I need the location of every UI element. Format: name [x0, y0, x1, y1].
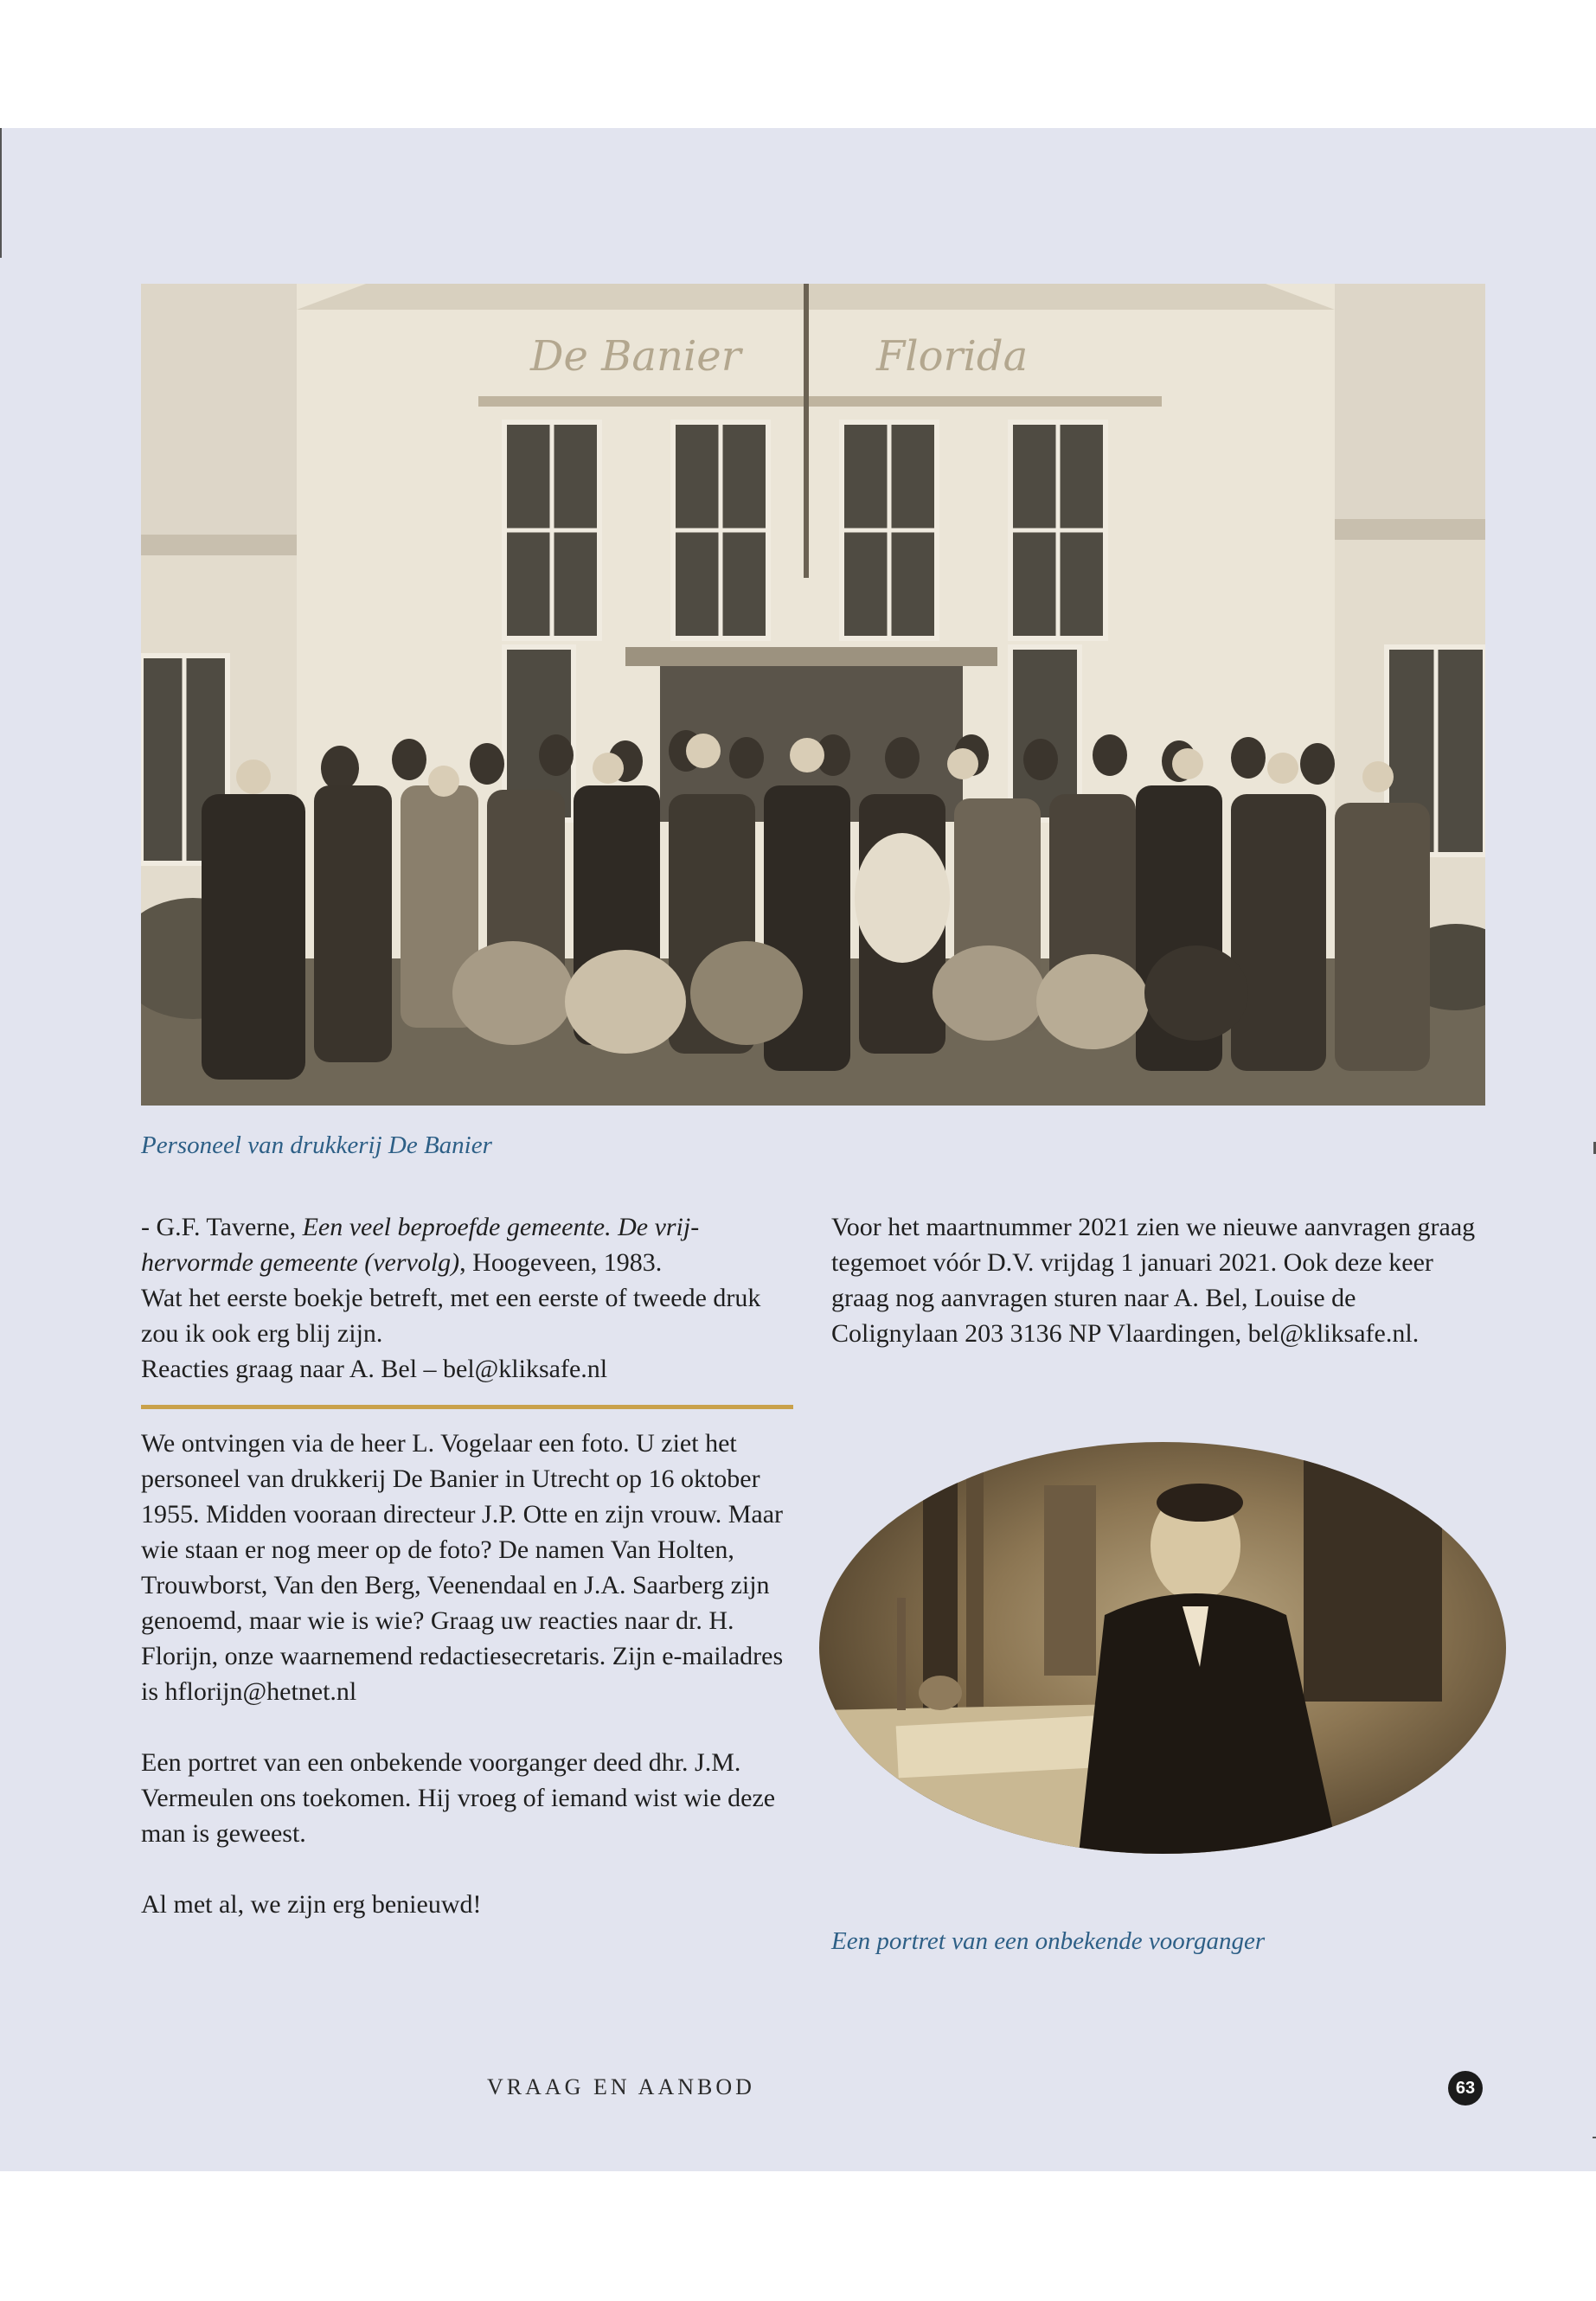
- left-column-upper: [141, 1209, 798, 1387]
- crop-mark-left: [0, 128, 2, 258]
- book-request-prefix: - G.F. Taverne,: [141, 1213, 303, 1241]
- portrait-photo: [819, 1442, 1506, 1854]
- group-photo-caption: Personeel van drukkerij De Banier: [141, 1131, 492, 1159]
- edition-note: Wat het eerste boekje betreft, met een eerste of tweede druk zou ik ook erg blij zijn.: [141, 1284, 761, 1348]
- section-divider: [141, 1405, 793, 1409]
- sign-right-text: Florida: [876, 332, 1029, 381]
- left-column-lower: [141, 1426, 798, 1922]
- reactions-line: Reacties graag naar A. Bel – bel@kliksafe.nl: [141, 1355, 608, 1383]
- photo-description-paragraph: We ontvingen via de heer L. Vogelaar een foto. U ziet het personeel van drukkerij De Banier in Utrecht op 16 oktober 1955. Midden vooraan directeur J.P. Otte en zijn vrouw. Maar wie staan er nog meer op de foto? De namen Van Holten, Trouwborst, Van den Berg, Veenendaal en J.A. Saarberg zijn genoemd, maar wie is wie? Graag uw reacties naar dr. H. Florijn, onze waarnemend redactiesecretaris. Zijn e-mailadres is hflorijn@hetnet.nl: [141, 1429, 784, 1706]
- section-title: VRAAG EN AANBOD: [487, 2074, 755, 2099]
- closing-paragraph: Al met al, we zijn erg benieuwd!: [141, 1890, 482, 1919]
- portrait-description-paragraph: Een portret van een onbekende voorganger deed dhr. J.M. Vermeulen ons toekomen. Hij vroeg of iemand wist wie deze man is geweest.: [141, 1748, 776, 1848]
- page-number-badge: 63: [1448, 2071, 1483, 2106]
- portrait-caption: Een portret van een onbekende voorganger: [831, 1927, 1266, 1955]
- crop-mark-right-bottom: [1593, 2137, 1596, 2138]
- deadline-paragraph: Voor het maartnummer 2021 zien we nieuwe aanvragen graag tegemoet vóór D.V. vrijdag 1 januari 2021. Ook deze keer graag nog aanvragen sturen naar A. Bel, Louise de Colignylaan 203 3136 NP Vlaardingen, bel@kliksafe.nl.: [831, 1213, 1476, 1348]
- book-request-title: Een veel beproefde gemeente. De vrij-hervormde gemeente (vervolg): [141, 1213, 700, 1277]
- book-request-item: [141, 1209, 798, 1280]
- group-photo: [141, 284, 1485, 1106]
- right-column: [831, 1209, 1489, 1351]
- sign-left-text: De Banier: [530, 332, 741, 381]
- book-request-suffix: , Hoogeveen, 1983.: [459, 1248, 663, 1277]
